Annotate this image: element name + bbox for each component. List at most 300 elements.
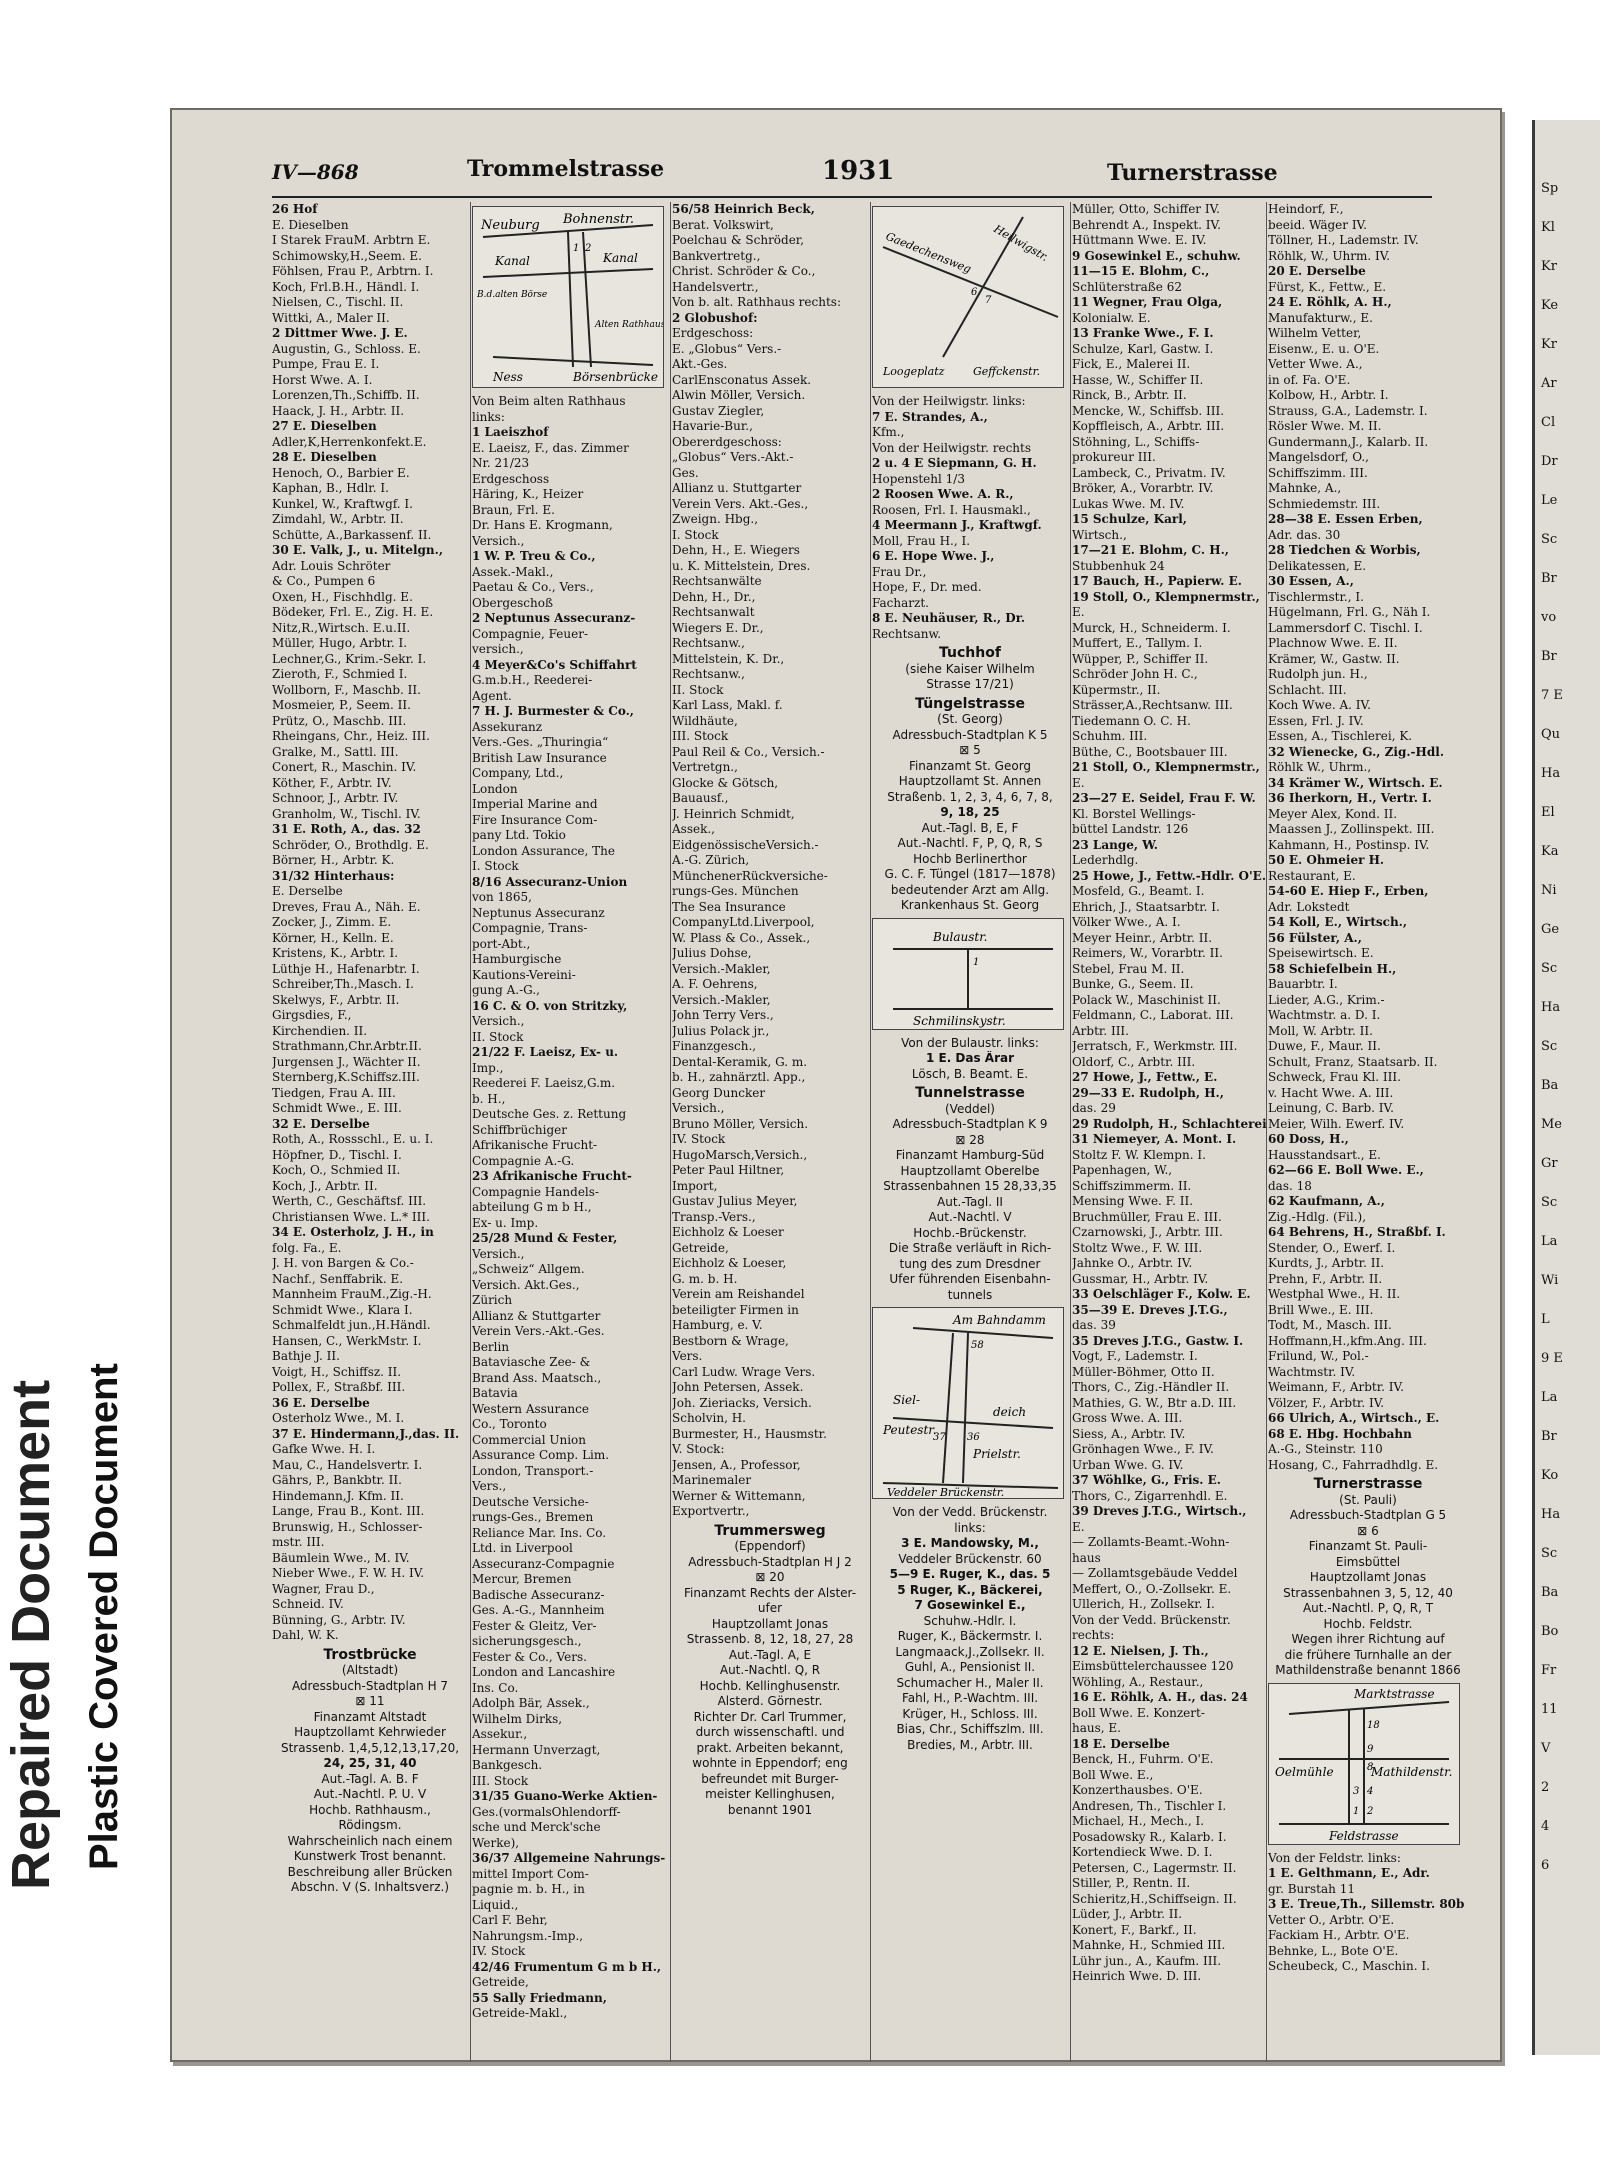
- directory-line: Stoltz F. W. Klempn. I.: [1072, 1147, 1206, 1162]
- directory-line: Schreiber,Th.,Masch. I.: [272, 977, 414, 991]
- tuchhof-section: [872, 646, 1068, 693]
- directory-line: London Assurance, The: [472, 843, 615, 858]
- directory-line: Berlin: [472, 1339, 510, 1354]
- directory-line: Joh. Zieriacks, Versich.: [672, 1395, 812, 1410]
- map-label: 1: [973, 956, 980, 968]
- directory-line: Mahnke, H., Schmied III.: [1072, 1938, 1226, 1952]
- directory-line: Kautions-Vereini-: [472, 967, 576, 982]
- side-labels: [0, 1330, 140, 1890]
- directory-line: Transp.-Vers.,: [672, 1209, 756, 1224]
- directory-line: Peter Paul Hiltner,: [672, 1163, 785, 1177]
- directory-line: Hochb. Kellinghusenstr.: [699, 1678, 841, 1693]
- directory-line: Nachf., Senffabrik. E.: [272, 1271, 404, 1286]
- directory-line: Christ. Schröder & Co.,: [672, 264, 816, 278]
- directory-line: tunnels: [947, 1287, 993, 1302]
- directory-line: Kurdts, J., Arbtr. II.: [1268, 1256, 1385, 1270]
- directory-line: Schiffszimmerm. II.: [1072, 1178, 1192, 1193]
- directory-line: 30 E. Valk, J., u. Mitelgn.,: [272, 543, 443, 557]
- directory-line: Paetau & Co., Vers.,: [472, 580, 594, 594]
- directory-line: 23—27 E. Seidel, Frau F. W.: [1072, 791, 1256, 805]
- directory-line: 3 E. Mandowsky, M.,: [901, 1536, 1039, 1550]
- directory-line: Lieder, A.G., Krim.-: [1268, 992, 1385, 1007]
- directory-line: — Zollamtsgebäude Veddel: [1072, 1566, 1238, 1580]
- directory-line: das. 39: [1072, 1318, 1116, 1332]
- adjacent-page-text: Sc: [1541, 1195, 1558, 1210]
- directory-line: Hochb. Rathhausm.,: [309, 1802, 431, 1817]
- directory-line: Lorenzen,Th.,Schiffb. II.: [272, 388, 420, 402]
- directory-line: Bruchmüller, Frau E. III.: [1072, 1209, 1222, 1224]
- directory-line: Feldmann, C., Laborat. III.: [1072, 1008, 1234, 1022]
- directory-line: Adressbuch-Stadtplan K 5: [892, 727, 1048, 742]
- directory-line: v. Hacht Wwe. A. III.: [1268, 1085, 1394, 1100]
- directory-line: Mensing Wwe. F. II.: [1072, 1194, 1194, 1208]
- directory-line: Plachnow Wwe. E. II.: [1268, 636, 1398, 650]
- directory-line: port-Abt.,: [472, 936, 531, 951]
- section-title: Tüngelstrasse: [914, 695, 1025, 712]
- directory-line: Mahnke, A.,: [1268, 481, 1342, 495]
- adjacent-page-text: Sc: [1541, 1546, 1558, 1561]
- directory-line: (siehe Kaiser Wilhelm: [905, 661, 1035, 676]
- directory-line: Weimann, F., Arbtr. IV.: [1268, 1380, 1404, 1394]
- directory-line: beteiligter Firmen in: [672, 1302, 799, 1317]
- directory-line: 2 Roosen Wwe. A. R.,: [872, 487, 1014, 501]
- directory-line: Bathje J. II.: [272, 1349, 340, 1363]
- directory-line: Töllner, H., Lademstr. IV.: [1268, 233, 1419, 247]
- map-label: 18: [1367, 1719, 1380, 1731]
- directory-line: Guhl, A., Pensionist II.: [904, 1660, 1036, 1674]
- directory-line: durch wissenschaftl. und: [695, 1725, 845, 1739]
- directory-line: Wittki, A., Maler II.: [272, 310, 390, 325]
- adjacent-page-text: Wi: [1541, 1273, 1559, 1288]
- directory-line: Werner & Wittemann,: [672, 1488, 806, 1503]
- directory-line: 25 Howe, J., Fettw.-Hdlr. O'E.: [1072, 868, 1266, 883]
- directory-line: 17 Bauch, H., Papierw. E.: [1072, 574, 1242, 588]
- directory-line: John Petersen, Assek.: [672, 1380, 804, 1394]
- directory-line: Verein am Reishandel: [672, 1287, 805, 1301]
- directory-line: 16 E. Röhlk, A. H., das. 24: [1072, 1690, 1248, 1704]
- directory-line: 35 Dreves J.T.G., Gastw. I.: [1072, 1333, 1244, 1348]
- directory-line: 35—39 E. Dreves J.T.G.,: [1072, 1302, 1228, 1317]
- directory-line: 2 u. 4 E Siepmann, G. H.: [872, 456, 1037, 470]
- directory-line: Schröder, O., Brothdlg. E.: [272, 837, 429, 852]
- directory-line: Assekuranz: [472, 719, 543, 734]
- directory-line: Boll Wwe. E.,: [1072, 1767, 1154, 1782]
- column-1: [272, 202, 468, 1896]
- plastic-covered-document-label: Plastic Covered Document: [82, 1363, 126, 1870]
- header-rule: [272, 196, 1432, 198]
- directory-line: 15 Schulze, Karl,: [1072, 512, 1187, 526]
- directory-line: 4 Meermann J., Kraftwgf.: [872, 518, 1042, 532]
- directory-line: 32 E. Derselbe: [272, 1116, 370, 1131]
- directory-line: rechts:: [1072, 1628, 1115, 1642]
- directory-line: „Globus“ Vers.-Akt.-: [672, 450, 794, 464]
- directory-line: Ufer führenden Eisenbahn-: [889, 1272, 1051, 1286]
- feldstrasse-entries: [1268, 1851, 1468, 1975]
- directory-line: Eimsbüttelerchaussee 120: [1072, 1659, 1234, 1673]
- directory-line: Hindemann,J. Kfm. II.: [272, 1488, 404, 1503]
- adjacent-page-text: Ke: [1541, 298, 1559, 313]
- directory-line: Getreide-Makl.,: [472, 2006, 568, 2020]
- directory-line: Wegen ihrer Richtung auf: [1291, 1632, 1445, 1646]
- directory-line: in of. Fa. O'E.: [1268, 372, 1351, 387]
- adjacent-page-text: 9 E: [1541, 1351, 1563, 1366]
- directory-line: 16 C. & O. von Stritzky,: [472, 998, 628, 1013]
- directory-line: Röhlk W., Uhrm.,: [1268, 760, 1372, 774]
- directory-line: Nieber Wwe., F. W. H. IV.: [272, 1566, 425, 1580]
- directory-line: Fester & Co., Vers.: [472, 1649, 587, 1664]
- directory-line: pagnie m. b. H., in: [472, 1882, 585, 1896]
- directory-line: Wildhäute,: [672, 713, 738, 728]
- directory-line: Röhlk, W., Uhrm. IV.: [1268, 248, 1391, 263]
- directory-line: Aut.-Nachtl. P, Q, R, T: [1302, 1601, 1434, 1615]
- directory-line: Strauss, G.A., Lademstr. I.: [1268, 403, 1428, 418]
- directory-line: Schuhw.-Hdlr. I.: [923, 1613, 1017, 1628]
- map-drawing: [473, 207, 663, 387]
- directory-line: 1 Laeiszhof: [472, 425, 549, 439]
- directory-line: Ges. A.-G., Mannheim: [472, 1603, 605, 1617]
- directory-line: Aut.-Tagl. B, E, F: [921, 820, 1019, 835]
- directory-line: haus, E.: [1072, 1721, 1121, 1735]
- directory-line: Schuhm. III.: [1072, 729, 1148, 743]
- directory-line: J. Heinrich Schmidt,: [672, 806, 795, 821]
- directory-line: Lüder, J., Arbtr. II.: [1072, 1907, 1183, 1921]
- directory-line: Nr. 21/23: [472, 456, 530, 470]
- directory-line: 1 E. Gelthmann, E., Adr.: [1268, 1866, 1430, 1880]
- directory-line: Bröker, A., Vorarbtr. IV.: [1072, 481, 1214, 495]
- directory-line: 37 E. Hindermann,J.,das. II.: [272, 1426, 460, 1441]
- directory-line: 26 Hof: [272, 202, 318, 216]
- directory-line: Vers.-Ges. „Thuringia“: [472, 735, 609, 749]
- directory-line: Schlüterstraße 62: [1072, 279, 1182, 294]
- directory-line: Von der Feldstr. links:: [1268, 1850, 1401, 1865]
- directory-line: Zweign. Hbg.,: [672, 512, 759, 526]
- directory-line: Wahrscheinlich nach einem: [287, 1833, 453, 1848]
- directory-line: Kfm.,: [872, 425, 905, 439]
- directory-line: Wilhelm Vetter,: [1268, 326, 1362, 340]
- directory-line: Hauptzollamt Jonas: [1309, 1570, 1427, 1584]
- directory-line: Dahl, W. K.: [272, 1628, 339, 1642]
- directory-line: 12 E. Nielsen, J. Th.,: [1072, 1643, 1209, 1658]
- section-title: Tunnelstrasse: [915, 1085, 1025, 1101]
- directory-line: (Eppendorf): [734, 1539, 806, 1553]
- directory-line: Adr. Louis Schröter: [272, 558, 391, 573]
- directory-line: Alwin Möller, Versich.: [672, 388, 806, 402]
- directory-line: Assek.-Makl.,: [472, 564, 554, 579]
- directory-line: Bäumlein Wwe., M. IV.: [272, 1550, 410, 1565]
- directory-line: 18 E. Derselbe: [1072, 1736, 1170, 1751]
- street-heading-left: Trommelstrasse: [467, 156, 665, 182]
- adjacent-page-text: Me: [1541, 1117, 1563, 1132]
- directory-line: Prütz, O., Maschb. III.: [272, 713, 407, 728]
- veddeler-brueckenstrasse-entries: [872, 1505, 1068, 1753]
- directory-line: Reimers, W., Vorarbtr. II.: [1072, 946, 1223, 960]
- directory-line: 1 W. P. Treu & Co.,: [472, 549, 596, 563]
- directory-line: 23 Afrikanische Frucht-: [472, 1169, 632, 1183]
- directory-line: Osterholz Wwe., M. I.: [272, 1411, 405, 1425]
- directory-line: IV. Stock: [472, 1944, 526, 1958]
- directory-line: 56 Fülster, A.,: [1268, 930, 1362, 945]
- directory-line: Krankenhaus St. Georg: [900, 898, 1040, 912]
- directory-line: Kristens, K., Arbtr. I.: [272, 946, 399, 960]
- directory-line: Bruno Möller, Versich.: [672, 1116, 809, 1131]
- directory-line: Krämer, W., Gastw. II.: [1268, 651, 1400, 666]
- directory-line: Koch, J., Arbtr. II.: [272, 1178, 378, 1193]
- directory-line: Co., Toronto: [472, 1417, 547, 1431]
- directory-line: Meffert, O., O.-Zollsekr. E.: [1072, 1581, 1232, 1596]
- directory-line: Fick, E., Malerei II.: [1072, 357, 1191, 371]
- map-label: Kanal: [603, 251, 638, 265]
- column-divider: [470, 202, 471, 2062]
- adjacent-page-text: 2: [1541, 1780, 1550, 1795]
- directory-line: Burmester, H., Hausmstr.: [672, 1426, 827, 1441]
- directory-line: ⊠ 28: [955, 1132, 985, 1147]
- directory-line: Schröder John H. C.,: [1072, 667, 1198, 681]
- map-label: 1: [573, 243, 580, 254]
- directory-line: Abschn. V (S. Inhaltsverz.): [290, 1880, 450, 1894]
- directory-line: Brunswig, H., Schlosser-: [272, 1519, 423, 1534]
- directory-line: Schult, Franz, Staatsarb. II.: [1268, 1054, 1438, 1069]
- street-map-tunnelstrasse: [872, 1307, 1064, 1499]
- directory-line: 33 Oelschläger F., Kolw. E.: [1072, 1287, 1251, 1301]
- section-title: Trummersweg: [714, 1522, 826, 1539]
- directory-line: Restaurant, E.: [1268, 868, 1356, 883]
- adjacent-page-text: Sc: [1541, 532, 1558, 547]
- tuengelstrasse-section: [872, 697, 1068, 914]
- directory-line: Christiansen Wwe. L.* III.: [272, 1209, 430, 1224]
- adjacent-page-fragment: [1532, 120, 1600, 2055]
- directory-line: Kunstwerk Trost benannt.: [293, 1849, 447, 1863]
- directory-line: Rechtsanwälte: [672, 574, 762, 588]
- column-6: [1268, 202, 1468, 1975]
- directory-line: u. K. Mittelstein, Dres.: [672, 558, 811, 573]
- directory-line: Maassen J., Zollinspekt. III.: [1268, 822, 1435, 836]
- map-label: Veddeler Brückenstr.: [887, 1486, 1005, 1498]
- directory-line: G.m.b.H., Reederei-: [472, 673, 593, 687]
- directory-line: Schweck, Frau Kl. III.: [1268, 1070, 1401, 1084]
- page-label: IV—868: [272, 160, 359, 184]
- adjacent-page-text: Kr: [1541, 259, 1557, 274]
- directory-line: Strassenbahnen 15 28,33,35: [883, 1179, 1057, 1193]
- directory-line: Roosen, Frl. I. Hausmakl.,: [872, 502, 1031, 517]
- directory-line: Allianz & Stuttgarter: [472, 1308, 601, 1323]
- directory-line: Mosmeier, P., Seem. II.: [272, 698, 411, 712]
- column-divider: [670, 202, 671, 2062]
- directory-line: Moll, Frau H., I.: [872, 533, 971, 548]
- adjacent-page-text: Sp: [1541, 181, 1559, 196]
- street-map-bulaustrasse: [872, 918, 1064, 1030]
- directory-line: 4 Meyer&Co's Schiffahrt: [472, 657, 637, 672]
- repaired-document-label: Repaired Document: [1, 1379, 61, 1890]
- directory-line: G. C. F. Tüngel (1817—1878): [884, 867, 1056, 881]
- directory-line: (St. Georg): [937, 712, 1003, 726]
- adjacent-page-text: Kl: [1541, 220, 1555, 235]
- directory-line: CarlEnsconatus Assek.: [672, 372, 812, 387]
- directory-line: Brand Ass. Maatsch.,: [472, 1370, 602, 1385]
- directory-line: Bauausf.,: [672, 791, 729, 805]
- directory-line: E.: [1072, 605, 1085, 619]
- directory-line: 21/22 F. Laeisz, Ex- u.: [472, 1045, 619, 1059]
- directory-line: Stebel, Frau M. II.: [1072, 961, 1185, 976]
- directory-line: Von der Heilwigstr. links:: [872, 394, 1026, 408]
- directory-line: Oxen, H., Fischhdlg. E.: [272, 589, 413, 604]
- directory-line: Hüttmann Wwe. E. IV.: [1072, 233, 1207, 247]
- directory-line: beeid. Wäger IV.: [1268, 217, 1367, 232]
- directory-line: Mercur, Bremen: [472, 1572, 572, 1586]
- directory-line: 39 Dreves J.T.G., Wirtsch.,: [1072, 1504, 1247, 1518]
- directory-line: E. Laeisz, F., das. Zimmer: [472, 440, 629, 455]
- directory-line: ⊠ 6: [1357, 1523, 1379, 1538]
- adjacent-page-text: La: [1541, 1390, 1558, 1405]
- directory-line: Erdgeschoss:: [672, 326, 754, 340]
- street-heading-right: Turnerstrasse: [1107, 160, 1278, 186]
- directory-line: Konzerthausbes. O'E.: [1072, 1783, 1203, 1797]
- directory-line: Thors, C., Zigarrenhdl. E.: [1072, 1488, 1228, 1503]
- directory-line: Compagnie A.-G.: [472, 1153, 575, 1168]
- directory-line: 66 Ulrich, A., Wirtsch., E.: [1268, 1411, 1440, 1425]
- directory-line: Koch, O., Schmied II.: [272, 1163, 401, 1177]
- adjacent-page-text: Bo: [1541, 1624, 1559, 1639]
- directory-line: Schimowsky,H.,Seem. E.: [272, 248, 422, 263]
- section-title: Tuchhof: [939, 645, 1001, 661]
- directory-line: Versich.,: [672, 1101, 725, 1115]
- map-drawing: [873, 1308, 1063, 1498]
- directory-line: 50 E. Ohmeier H.: [1268, 853, 1385, 867]
- directory-line: Hamburgische: [472, 952, 562, 966]
- directory-line: Hosang, C., Fahrradhdlg. E.: [1268, 1457, 1439, 1472]
- map-label: 1: [1353, 1805, 1360, 1817]
- directory-line: Häring, K., Heizer: [472, 487, 584, 501]
- directory-line: Czarnowski, J., Arbtr. III.: [1072, 1225, 1223, 1239]
- directory-line: Hochb Berlinerthor: [913, 851, 1027, 866]
- map-drawing: [873, 207, 1063, 387]
- map-label: 2: [1367, 1805, 1374, 1817]
- directory-line: 28 E. Dieselben: [272, 450, 377, 464]
- directory-line: 31/35 Guano-Werke Aktien-: [472, 1789, 658, 1803]
- directory-line: Von der Vedd. Brückenstr.: [892, 1505, 1048, 1519]
- directory-line: Dental-Keramik, G. m.: [672, 1054, 808, 1069]
- directory-line: Erdgeschoss: [472, 471, 550, 486]
- directory-line: Import,: [672, 1178, 718, 1193]
- directory-line: Jurgensen J., Wächter II.: [272, 1054, 421, 1069]
- directory-line: — Zollamts-Beamt.-Wohn-: [1072, 1535, 1230, 1549]
- adjacent-page-text: Gr: [1541, 1156, 1558, 1171]
- map-label: 9: [1367, 1743, 1374, 1755]
- directory-line: 64 Behrens, H., Straßbf. I.: [1268, 1225, 1446, 1239]
- directory-line: Lammersdorf C. Tischl. I.: [1268, 620, 1423, 635]
- map-label: Börsenbrücke: [573, 370, 659, 384]
- directory-line: Rechtsanw.,: [672, 636, 745, 650]
- directory-line: Speisewirtsch. E.: [1268, 946, 1374, 960]
- directory-line: Eimsbüttel: [1335, 1554, 1401, 1569]
- directory-line: Zig.-Hdlg. (Fil.),: [1268, 1209, 1367, 1224]
- directory-line: 28—38 E. Essen Erben,: [1268, 512, 1423, 526]
- directory-line: Hausstandsart., E.: [1268, 1147, 1381, 1162]
- directory-line: HugoMarsch,Versich.,: [672, 1147, 808, 1162]
- map-label: Kanal: [495, 254, 530, 268]
- directory-line: Lüthje H., Hafenarbtr. I.: [272, 961, 420, 976]
- directory-line: Nahrungsm.-Imp.,: [472, 1928, 584, 1943]
- directory-line: Glocke & Götsch,: [672, 775, 779, 790]
- directory-line: Skelwys, F., Arbtr. II.: [272, 992, 400, 1007]
- directory-line: Gralke, M., Sattl. III.: [272, 744, 399, 759]
- directory-line: A. F. Oehrens,: [672, 977, 758, 991]
- street-map-turnerstrasse: [1268, 1683, 1460, 1845]
- directory-line: Schmidt Wwe., E. III.: [272, 1101, 402, 1115]
- directory-line: Dehn, H., Dr.,: [672, 589, 756, 604]
- directory-line: Konert, F., Barkf., II.: [1072, 1922, 1197, 1937]
- directory-line: Mannheim FrauM.,Zig.-H.: [272, 1287, 432, 1301]
- directory-line: 28 Tiedchen & Worbis,: [1268, 543, 1421, 557]
- directory-line: Compagnie Handels-: [472, 1184, 599, 1199]
- directory-line: Stender, O., Ewerf. I.: [1268, 1240, 1396, 1255]
- directory-line: Imp.,: [472, 1060, 504, 1075]
- directory-line: Dehn, H., E. Wiegers: [672, 543, 800, 557]
- directory-line: Bataviasche Zee- &: [472, 1355, 591, 1369]
- directory-line: Kolonialw. E.: [1072, 310, 1151, 325]
- directory-line: Lechner,G., Krim.-Sekr. I.: [272, 651, 427, 666]
- directory-line: Heinrich Wwe. D. III.: [1072, 1969, 1202, 1983]
- directory-line: 9 Gosewinkel E., schuhw.: [1072, 248, 1241, 263]
- directory-line: Ruger, K., Bäckermstr. I.: [897, 1629, 1043, 1643]
- directory-line: Höpfner, D., Tischl. I.: [272, 1147, 402, 1162]
- directory-line: 31 E. Roth, A., das. 32: [272, 822, 421, 836]
- map-label: 3: [1353, 1785, 1360, 1797]
- directory-line: Schmiedemstr. III.: [1268, 496, 1381, 511]
- directory-line: Zimdahl, W., Arbtr. II.: [272, 512, 404, 526]
- directory-line: rungs-Ges., Bremen: [472, 1510, 594, 1524]
- directory-line: Voigt, H., Schiffsz. II.: [272, 1364, 402, 1379]
- directory-line: Vogt, F., Lademstr. I.: [1072, 1349, 1198, 1363]
- directory-line: Behnke, L., Bote O'E.: [1268, 1943, 1399, 1958]
- directory-line: Schnoor, J., Arbtr. IV.: [272, 791, 399, 805]
- directory-line: Schumacher H., Maler II.: [896, 1675, 1044, 1690]
- directory-line: Meier, Wilh. Ewerf. IV.: [1268, 1116, 1405, 1131]
- directory-line: Bauarbtr. I.: [1268, 977, 1338, 991]
- directory-line: Alsterd. Görnestr.: [717, 1694, 823, 1708]
- directory-line: Lühr jun., A., Kaufm. III.: [1072, 1953, 1222, 1968]
- directory-line: Werke),: [472, 1835, 520, 1850]
- directory-line: 30 Essen, A.,: [1268, 574, 1354, 588]
- map-label: Neuburg: [481, 218, 540, 233]
- directory-line: 2 Neptunus Assecuranz-: [472, 611, 636, 625]
- directory-line: prakt. Arbeiten bekannt,: [696, 1740, 844, 1755]
- directory-line: Adolph Bär, Assek.,: [472, 1696, 590, 1710]
- column-1-entries: [272, 202, 468, 1644]
- column-6-entries: [1268, 202, 1468, 1473]
- section-lines: [872, 1036, 1068, 1083]
- directory-line: Koch Wwe. A. IV.: [1268, 698, 1371, 712]
- directory-page: [170, 108, 1502, 2062]
- directory-line: Versich. Akt.Ges.,: [472, 1277, 580, 1292]
- directory-line: Karl Lass, Makl. f.: [672, 698, 783, 712]
- directory-line: „Schweiz“ Allgem.: [472, 1262, 585, 1276]
- directory-line: Vers.,: [472, 1479, 507, 1493]
- directory-line: Assekur.,: [472, 1727, 528, 1741]
- directory-line: I. Stock: [472, 859, 519, 873]
- adjacent-page-text: 4: [1541, 1819, 1550, 1834]
- directory-line: 7 H. J. Burmester & Co.,: [472, 704, 634, 718]
- directory-line: Frilund, W., Pol.-: [1268, 1349, 1369, 1363]
- directory-line: 24, 25, 31, 40: [323, 1756, 417, 1770]
- directory-line: 31 Niemeyer, A. Mont. I.: [1072, 1132, 1237, 1146]
- column-5: [1072, 202, 1268, 1985]
- directory-line: Carl F. Behr,: [472, 1913, 548, 1927]
- directory-line: A.-G., Steinstr. 110: [1268, 1442, 1383, 1456]
- directory-line: MünchenerRückversiche-: [672, 868, 828, 883]
- section-lines: [272, 1663, 468, 1896]
- directory-line: 36 Iherkorn, H., Vertr. I.: [1268, 791, 1432, 805]
- turnerstrasse-section: [1268, 1477, 1468, 1679]
